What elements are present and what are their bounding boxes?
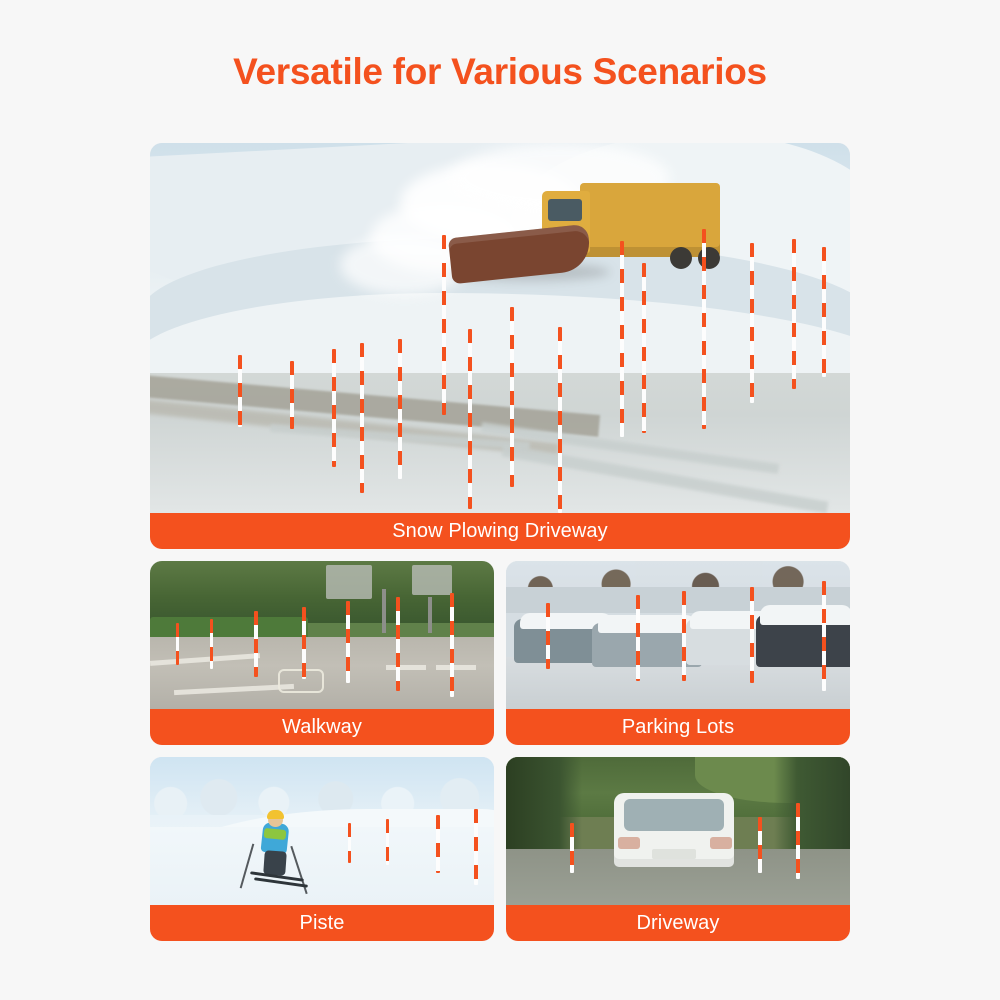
snow-surface xyxy=(150,827,494,905)
signpost xyxy=(382,589,386,633)
marker-pole xyxy=(468,329,472,509)
marker-pole xyxy=(450,593,454,697)
marker-pole xyxy=(702,229,706,429)
scenario-card-snow-plowing-driveway[interactable] xyxy=(150,143,850,549)
marker-pole xyxy=(558,327,562,513)
truck-wheel xyxy=(670,247,692,269)
license-plate xyxy=(652,849,696,859)
scenario-image-snow-plowing-driveway xyxy=(150,143,850,513)
scenario-image-driveway xyxy=(506,757,850,905)
marker-pole xyxy=(620,241,624,437)
scenario-card-piste[interactable] xyxy=(150,757,494,941)
marker-pole xyxy=(346,601,350,683)
scenario-caption-snow-plowing-driveway: Snow Plowing Driveway xyxy=(150,513,850,549)
marker-pole xyxy=(796,803,800,879)
marker-pole xyxy=(254,611,258,677)
car-rear-window xyxy=(624,799,724,831)
marker-pole xyxy=(210,619,213,669)
scenario-caption-piste: Piste xyxy=(150,905,494,941)
marker-pole xyxy=(792,239,796,389)
marker-pole xyxy=(360,343,364,493)
truck-window xyxy=(548,199,582,221)
marker-pole xyxy=(570,823,574,873)
marker-pole xyxy=(176,623,179,665)
scenario-grid xyxy=(150,143,850,941)
snow-on-car xyxy=(760,605,850,625)
skier-jacket-stripe xyxy=(264,828,287,840)
scenario-image-piste xyxy=(150,757,494,905)
marker-pole xyxy=(436,815,440,873)
skier-legs xyxy=(263,850,287,875)
page-title: Versatile for Various Scenarios xyxy=(233,51,767,92)
scenario-image-parking-lots xyxy=(506,561,850,709)
hedge xyxy=(150,617,308,639)
snow-covered-trees xyxy=(150,757,494,815)
scenario-image-walkway xyxy=(150,561,494,709)
marker-pole xyxy=(682,591,686,681)
marker-pole xyxy=(332,349,336,467)
bike-lane-icon xyxy=(278,669,324,693)
marker-pole xyxy=(474,809,478,885)
building xyxy=(326,565,372,599)
pavement-marking xyxy=(386,665,426,670)
marker-pole xyxy=(348,823,351,863)
scenario-row-bottom xyxy=(150,757,850,941)
marker-pole xyxy=(758,817,762,873)
pavement-marking xyxy=(436,665,476,670)
skier-helmet xyxy=(267,810,284,819)
marker-pole xyxy=(642,263,646,433)
tail-light xyxy=(710,837,732,849)
marker-pole xyxy=(442,235,446,415)
marker-pole xyxy=(386,819,389,865)
scenario-caption-parking-lots: Parking Lots xyxy=(506,709,850,745)
marker-pole xyxy=(750,243,754,403)
marker-pole xyxy=(822,247,826,377)
marker-pole xyxy=(238,355,242,427)
scenario-caption-driveway: Driveway xyxy=(506,905,850,941)
marker-pole xyxy=(290,361,294,429)
marker-pole xyxy=(750,587,754,683)
scenario-card-walkway[interactable] xyxy=(150,561,494,745)
marker-pole xyxy=(546,603,550,669)
building xyxy=(412,565,452,595)
tail-light xyxy=(618,837,640,849)
scenario-caption-walkway: Walkway xyxy=(150,709,494,745)
marker-pole xyxy=(822,581,826,691)
marker-pole xyxy=(636,595,640,681)
signpost xyxy=(428,597,432,633)
marker-pole xyxy=(302,607,306,679)
scenario-card-driveway[interactable] xyxy=(506,757,850,941)
marker-pole xyxy=(510,307,514,487)
truck-bed xyxy=(580,183,720,257)
marker-pole xyxy=(396,597,400,691)
scenario-row-middle xyxy=(150,561,850,745)
scenario-card-parking-lots[interactable] xyxy=(506,561,850,745)
marker-pole xyxy=(398,339,402,479)
